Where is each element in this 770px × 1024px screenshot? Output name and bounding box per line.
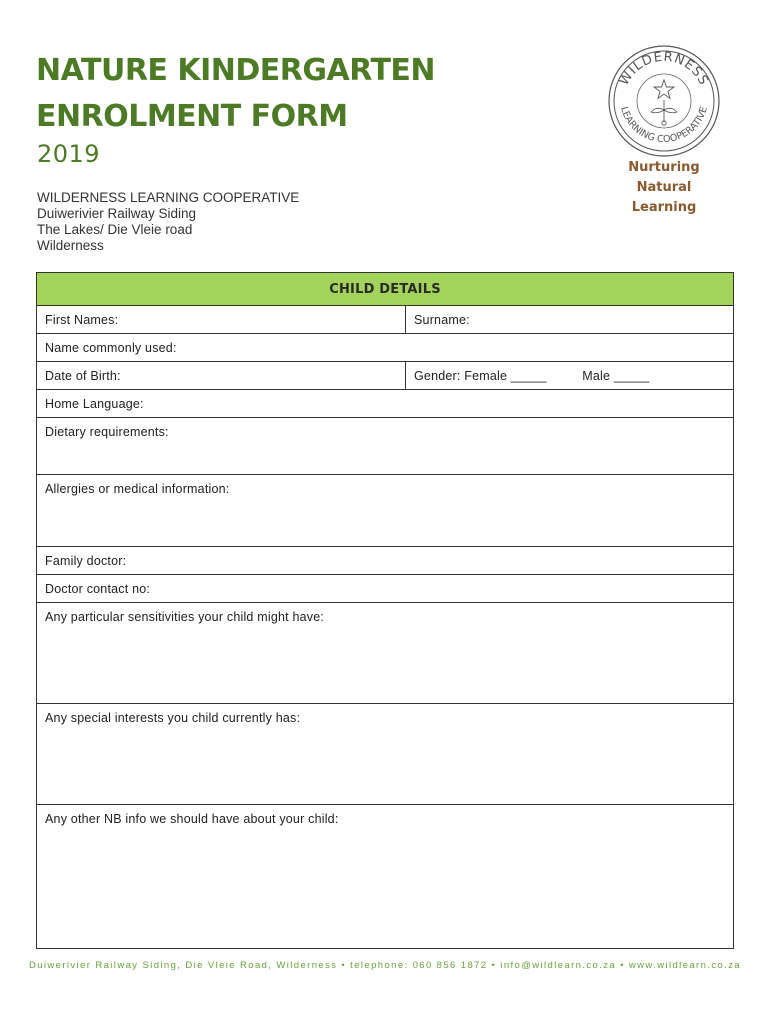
child-details-table: [36, 272, 734, 949]
date-of-birth-field[interactable]: Date of Birth:: [37, 362, 406, 390]
doctor-contact-field[interactable]: Doctor contact no:: [37, 575, 734, 603]
tagline-line-2: Learning: [631, 200, 697, 215]
address-block: [37, 190, 299, 254]
home-language-field[interactable]: Home Language:: [37, 390, 734, 418]
logo-bottom-text: LEARNING COOPERATIVE: [618, 105, 710, 146]
title-line-1: NATURE KINDERGARTEN: [36, 53, 436, 88]
title-line-2: ENROLMENT FORM: [36, 99, 348, 134]
form-title: [36, 48, 435, 140]
dietary-requirements-field[interactable]: Dietary requirements:: [37, 418, 734, 475]
address-line: Duiwerivier Railway Siding: [37, 206, 197, 221]
logo-top-text: WILDERNESS: [616, 49, 712, 89]
special-interests-field[interactable]: Any special interests you child currently has:: [37, 704, 734, 805]
address-line: The Lakes/ Die Vleie road: [37, 222, 193, 237]
sensitivities-field[interactable]: Any particular sensitivities your child might have:: [37, 603, 734, 704]
form-year: 2019: [37, 140, 101, 168]
address-line: Wilderness: [37, 238, 104, 253]
family-doctor-field[interactable]: Family doctor:: [37, 547, 734, 575]
gender-field[interactable]: [406, 362, 734, 390]
svg-text:WILDERNESS: [617, 50, 711, 88]
wilderness-logo: [607, 44, 721, 158]
section-header-child-details: CHILD DETAILS: [37, 273, 734, 306]
address-line: WILDERNESS LEARNING COOPERATIVE: [37, 190, 300, 205]
other-info-field[interactable]: Any other NB info we should have about your child:: [37, 805, 734, 949]
footer-contact: Duiwerivier Railway Siding, Die Vleie Road, Wilderness • telephone: 060 856 1872 • info@wildlearn.co.za • www.wildlearn.co.za: [28, 960, 742, 971]
surname-field[interactable]: Surname:: [406, 306, 734, 334]
name-commonly-used-field[interactable]: Name commonly used:: [37, 334, 734, 362]
gender-male-option[interactable]: Male _____: [582, 369, 650, 383]
first-names-field[interactable]: First Names:: [37, 306, 406, 334]
logo-tagline: [600, 158, 728, 218]
allergies-field[interactable]: Allergies or medical information:: [37, 475, 734, 547]
star-seedling-icon: [651, 80, 677, 125]
tagline-line-1: Nurturing Natural: [628, 160, 700, 195]
gender-female-option[interactable]: Gender: Female _____: [414, 369, 547, 383]
